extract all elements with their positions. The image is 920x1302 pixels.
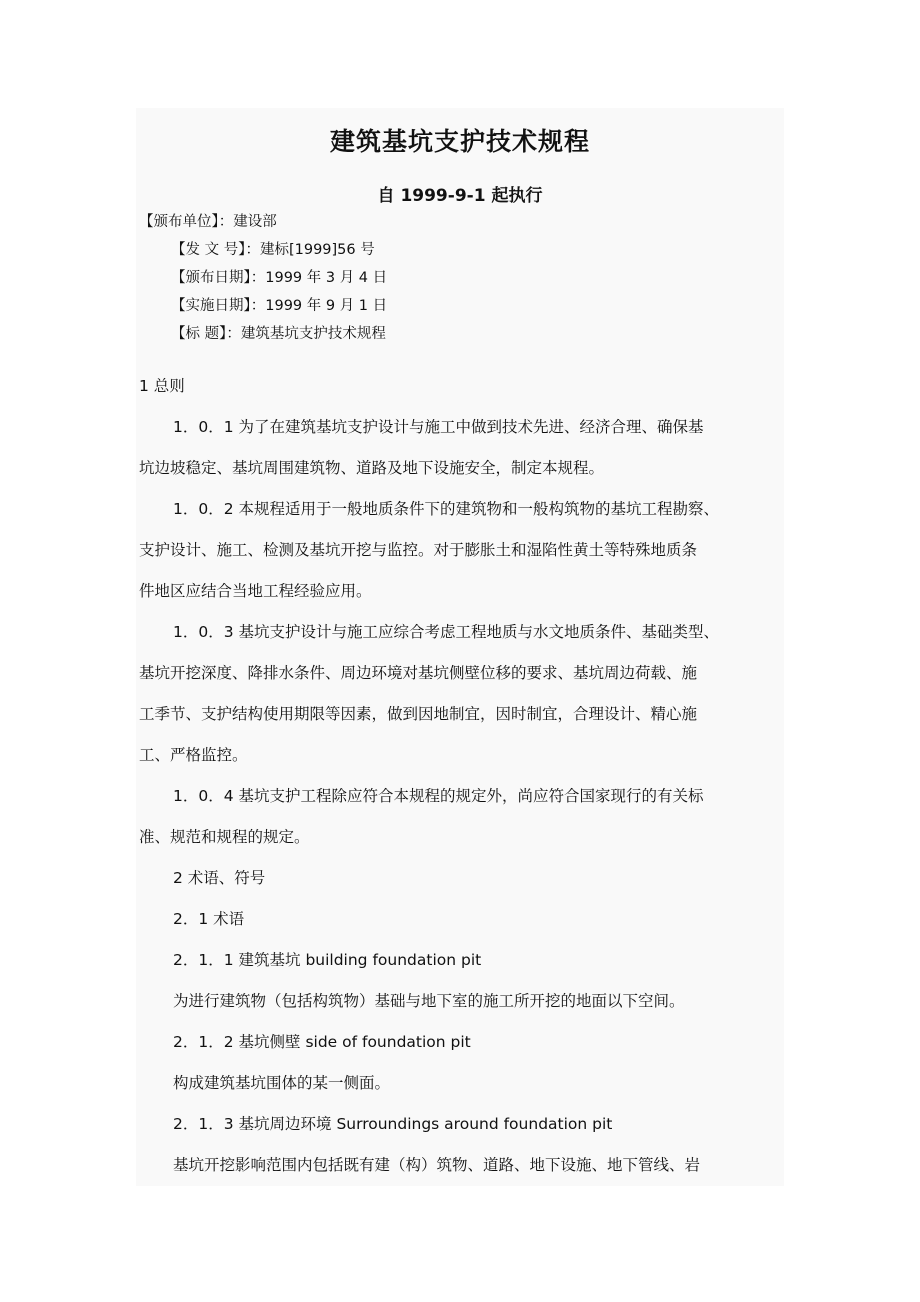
- meta-issuer: 【颁布单位】：建设部: [139, 214, 277, 230]
- paragraph-line: 1．0．4 基坑支护工程除应符合本规程的规定外，尚应符合国家现行的有关标: [173, 787, 704, 805]
- term-definition: 为进行建筑物（包括构筑物）基础与地下室的施工所开挖的地面以下空间。: [173, 992, 685, 1010]
- paragraph-line: 支护设计、施工、检测及基坑开挖与监控。对于膨胀土和湿陷性黄土等特殊地质条: [139, 541, 698, 559]
- term-heading: 2．1．1 建筑基坑 building foundation pit: [173, 951, 482, 969]
- paragraph-line: 基坑开挖深度、降排水条件、周边环境对基坑侧壁位移的要求、基坑周边荷载、施: [139, 664, 698, 682]
- document-title: 建筑基坑支护技术规程: [329, 127, 590, 156]
- paragraph-line: 准、规范和规程的规定。: [139, 828, 310, 846]
- paragraph-line: 1．0．2 本规程适用于一般地质条件下的建筑物和一般构筑物的基坑工程勘察、: [173, 500, 720, 518]
- meta-title: 【标 题】：建筑基坑支护技术规程: [171, 326, 386, 342]
- term-heading: 2．1．2 基坑侧壁 side of foundation pit: [173, 1033, 471, 1051]
- paragraph-line: 坑边坡稳定、基坑周围建筑物、道路及地下设施安全，制定本规程。: [139, 459, 605, 477]
- term-definition: 构成建筑基坑围体的某一侧面。: [173, 1074, 391, 1092]
- meta-effective-date: 【实施日期】：1999 年 9 月 1 日: [171, 298, 388, 314]
- effective-date-heading: 自 1999-9-1 起执行: [377, 186, 543, 206]
- meta-doc-number: 【发 文 号】：建标[1999]56 号: [171, 242, 375, 258]
- section-heading: 1 总则: [139, 377, 185, 395]
- subsection-heading: 2．1 术语: [173, 910, 245, 928]
- term-definition: 基坑开挖影响范围内包括既有建（构）筑物、道路、地下设施、地下管线、岩: [173, 1156, 701, 1174]
- paragraph-line: 件地区应结合当地工程经验应用。: [139, 582, 372, 600]
- paragraph-line: 工、严格监控。: [139, 746, 248, 764]
- section-heading: 2 术语、符号: [173, 869, 266, 887]
- paragraph-line: 工季节、支护结构使用期限等因素，做到因地制宜，因时制宜，合理设计、精心施: [139, 705, 698, 723]
- paragraph-line: 1．0．3 基坑支护设计与施工应综合考虑工程地质与水文地质条件、基础类型、: [173, 623, 720, 641]
- meta-issue-date: 【颁布日期】：1999 年 3 月 4 日: [171, 270, 388, 286]
- term-heading: 2．1．3 基坑周边环境 Surroundings around foundation pit: [173, 1115, 613, 1133]
- paragraph-line: 1．0．1 为了在建筑基坑支护设计与施工中做到技术先进、经济合理、确保基: [173, 418, 704, 436]
- document-page: [136, 108, 784, 1186]
